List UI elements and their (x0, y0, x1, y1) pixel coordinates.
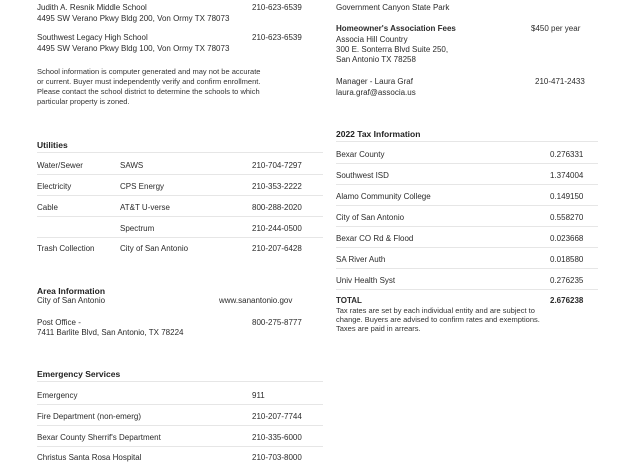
emergency-name: Bexar County Sherrif's Department (37, 433, 161, 442)
emergency-name: Fire Department (non-emerg) (37, 412, 142, 421)
hoa-fee: $450 per year (531, 24, 581, 33)
school-disclaimer-line-1: School information is computer generated and may not be accurate (37, 67, 261, 76)
emergency-phone: 210-335-6000 (252, 433, 302, 442)
utility-type: Cable (37, 203, 58, 212)
tax-rate: 0.276235 (550, 276, 584, 285)
tax-rate: 0.149150 (550, 192, 584, 201)
post-office-label: Post Office - (37, 318, 81, 327)
utility-provider: Spectrum (120, 224, 155, 233)
row-divider (37, 195, 323, 196)
row-divider (336, 163, 598, 164)
emergency-phone: 911 (252, 391, 265, 400)
row-divider (336, 247, 598, 248)
tax-rate: 0.558270 (550, 213, 584, 222)
tax-note-line-3: Taxes are paid in arrears. (336, 324, 421, 333)
utility-phone: 210-704-7297 (252, 161, 302, 170)
utility-phone: 800-288-2020 (252, 203, 302, 212)
row-divider (37, 174, 323, 175)
row-divider (336, 289, 598, 290)
emergency-phone: 210-207-7744 (252, 412, 302, 421)
tax-total-value: 2.676238 (550, 296, 584, 305)
utility-provider: AT&T U-verse (120, 203, 170, 212)
tax-rate: 0.023668 (550, 234, 584, 243)
tax-entity: Bexar CO Rd & Flood (336, 234, 414, 243)
tax-entity: Alamo Community College (336, 192, 431, 201)
emergency-name: Christus Santa Rosa Hospital (37, 453, 142, 462)
middle-school-name: Judith A. Resnik Middle School (37, 3, 147, 12)
emergency-divider (37, 381, 323, 382)
tax-rate: 0.018580 (550, 255, 584, 264)
area-website-link[interactable]: www.sanantonio.gov (219, 296, 293, 305)
high-school-name: Southwest Legacy High School (37, 33, 148, 42)
tax-entity: Southwest ISD (336, 171, 389, 180)
tax-rate: 0.276331 (550, 150, 584, 159)
emergency-name: Emergency (37, 391, 78, 400)
tax-entity: City of San Antonio (336, 213, 405, 222)
high-school-address: 4495 SW Verano Pkwy Bldg 100, Von Ormy TX 78073 (37, 44, 230, 53)
hoa-address-line-2: San Antonio TX 78258 (336, 55, 416, 64)
utility-type: Water/Sewer (37, 161, 83, 170)
row-divider (336, 268, 598, 269)
tax-entity: Bexar County (336, 150, 385, 159)
row-divider (336, 184, 598, 185)
hoa-email-link[interactable]: laura.graf@associa.us (336, 88, 416, 97)
utility-provider: CPS Energy (120, 182, 165, 191)
tax-note-line-1: Tax rates are set by each individual entity and are subject to (336, 306, 535, 315)
utilities-heading: Utilities (37, 140, 68, 150)
utility-phone: 210-244-0500 (252, 224, 302, 233)
utility-type: Trash Collection (37, 244, 95, 253)
post-office-phone: 800-275-8777 (252, 318, 302, 327)
utility-type: Electricity (37, 182, 72, 191)
school-disclaimer-line-4: particular property is zoned. (37, 97, 130, 106)
tax-total-label: TOTAL (336, 296, 362, 305)
row-divider (37, 404, 323, 405)
middle-school-phone: 210-623-6539 (252, 3, 302, 12)
park-name: Government Canyon State Park (336, 3, 450, 12)
row-divider (336, 205, 598, 206)
row-divider (37, 446, 323, 447)
tax-rate: 1.374004 (550, 171, 584, 180)
emergency-phone: 210-703-8000 (252, 453, 302, 462)
hoa-manager: Manager - Laura Graf (336, 77, 413, 86)
middle-school-address: 4495 SW Verano Pkwy Bldg 200, Von Ormy TX 78073 (37, 14, 230, 23)
area-city: City of San Antonio (37, 296, 106, 305)
row-divider (336, 226, 598, 227)
tax-entity: Univ Health Syst (336, 276, 396, 285)
emergency-heading: Emergency Services (37, 369, 121, 379)
utility-phone: 210-353-2222 (252, 182, 302, 191)
utilities-divider (37, 152, 323, 153)
high-school-phone: 210-623-6539 (252, 33, 302, 42)
tax-entity: SA River Auth (336, 255, 386, 264)
hoa-address-line-1: 300 E. Sonterra Blvd Suite 250, (336, 45, 449, 54)
tax-heading: 2022 Tax Information (336, 129, 421, 139)
utility-phone: 210-207-6428 (252, 244, 302, 253)
hoa-company: Associa Hill Country (336, 35, 408, 44)
school-disclaimer-line-2: or current. Buyer must independently verify and confirm enrollment. (37, 77, 261, 86)
utility-provider: City of San Antonio (120, 244, 189, 253)
tax-divider (336, 141, 598, 142)
tax-note-line-2: change. Buyers are advised to confirm rates and exemptions. (336, 315, 540, 324)
hoa-phone: 210-471-2433 (535, 77, 585, 86)
utility-provider: SAWS (120, 161, 144, 170)
row-divider (37, 425, 323, 426)
post-office-address: 7411 Barlite Blvd, San Antonio, TX 78224 (37, 328, 184, 337)
area-heading: Area Information (37, 286, 106, 296)
row-divider (37, 216, 323, 217)
hoa-heading: Homeowner's Association Fees (336, 24, 456, 33)
school-disclaimer-line-3: Please contact the school district to determine the schools to which (37, 87, 260, 96)
row-divider (37, 237, 323, 238)
